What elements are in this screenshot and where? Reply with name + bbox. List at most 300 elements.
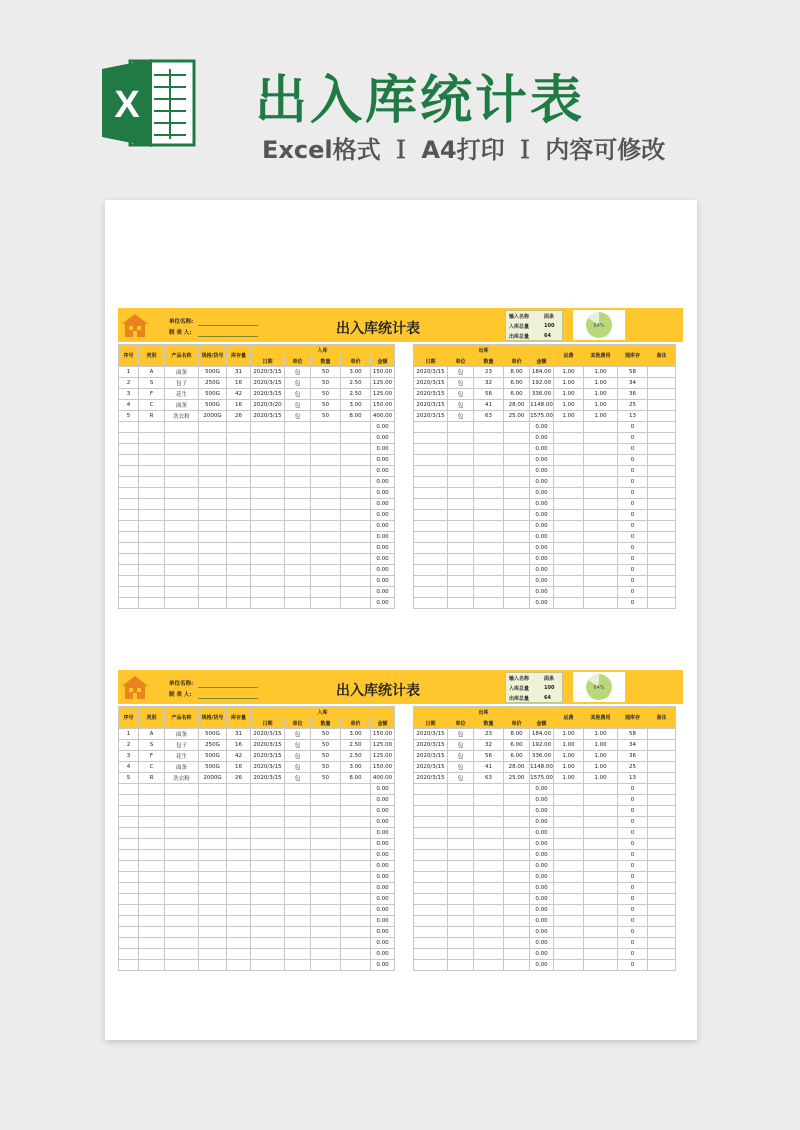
table-cell[interactable] [227, 554, 251, 565]
table-cell[interactable] [504, 455, 530, 466]
table-cell[interactable] [554, 587, 584, 598]
table-cell[interactable]: 3.00 [341, 762, 371, 773]
table-cell[interactable] [648, 894, 676, 905]
table-cell[interactable]: 150.00 [371, 729, 395, 740]
table-cell[interactable] [448, 422, 474, 433]
table-cell[interactable]: 34 [618, 740, 648, 751]
table-cell[interactable] [648, 510, 676, 521]
table-cell[interactable]: 0 [618, 455, 648, 466]
table-cell[interactable] [504, 938, 530, 949]
table-cell[interactable]: 1.00 [584, 740, 618, 751]
table-cell[interactable]: 0.00 [371, 510, 395, 521]
table-cell[interactable]: 0.00 [530, 499, 554, 510]
table-cell[interactable]: 0 [618, 477, 648, 488]
table-cell[interactable] [648, 466, 676, 477]
table-cell[interactable] [474, 817, 504, 828]
table-cell[interactable] [311, 960, 341, 971]
table-cell[interactable] [165, 554, 199, 565]
table-cell[interactable] [414, 587, 448, 598]
table-cell[interactable] [474, 905, 504, 916]
table-cell[interactable] [648, 762, 676, 773]
table-cell[interactable]: 500G [199, 751, 227, 762]
table-cell[interactable]: 包 [448, 378, 474, 389]
table-cell[interactable]: 0.00 [530, 916, 554, 927]
table-cell[interactable]: 0.00 [530, 784, 554, 795]
table-cell[interactable] [448, 433, 474, 444]
table-cell[interactable] [414, 784, 448, 795]
table-cell[interactable]: 2020/3/15 [251, 729, 285, 740]
table-cell[interactable] [504, 576, 530, 587]
table-cell[interactable] [119, 861, 139, 872]
table-cell[interactable]: 包 [448, 762, 474, 773]
table-cell[interactable]: 2020/3/15 [251, 411, 285, 422]
table-cell[interactable]: 0.00 [371, 543, 395, 554]
table-cell[interactable]: R [139, 773, 165, 784]
table-cell[interactable] [165, 828, 199, 839]
table-cell[interactable] [504, 488, 530, 499]
table-cell[interactable]: 花生 [165, 389, 199, 400]
table-cell[interactable] [285, 850, 311, 861]
table-cell[interactable] [251, 960, 285, 971]
table-cell[interactable] [341, 488, 371, 499]
table-cell[interactable] [474, 488, 504, 499]
table-cell[interactable]: 500G [199, 762, 227, 773]
table-cell[interactable]: 0 [618, 466, 648, 477]
table-cell[interactable]: 2020/3/15 [251, 762, 285, 773]
table-cell[interactable] [554, 916, 584, 927]
table-cell[interactable]: 2020/3/15 [251, 773, 285, 784]
table-cell[interactable] [251, 543, 285, 554]
table-cell[interactable] [504, 949, 530, 960]
table-cell[interactable] [584, 916, 618, 927]
table-cell[interactable] [448, 872, 474, 883]
table-cell[interactable]: 0 [618, 433, 648, 444]
table-cell[interactable] [341, 576, 371, 587]
table-cell[interactable]: 0 [618, 817, 648, 828]
table-cell[interactable]: 1.00 [584, 762, 618, 773]
table-cell[interactable]: 0 [618, 949, 648, 960]
table-cell[interactable] [648, 861, 676, 872]
table-cell[interactable] [448, 521, 474, 532]
table-cell[interactable] [504, 784, 530, 795]
table-cell[interactable]: 包 [285, 729, 311, 740]
table-cell[interactable]: 150.00 [371, 367, 395, 378]
table-cell[interactable] [199, 938, 227, 949]
table-cell[interactable] [414, 499, 448, 510]
table-cell[interactable]: 包 [285, 762, 311, 773]
table-cell[interactable]: 42 [227, 389, 251, 400]
table-cell[interactable] [584, 960, 618, 971]
table-cell[interactable] [474, 894, 504, 905]
table-cell[interactable]: 58 [618, 367, 648, 378]
table-cell[interactable]: 2000G [199, 411, 227, 422]
table-cell[interactable] [474, 872, 504, 883]
table-cell[interactable] [199, 784, 227, 795]
table-cell[interactable]: 0 [618, 872, 648, 883]
table-cell[interactable] [414, 433, 448, 444]
table-cell[interactable]: 50 [311, 389, 341, 400]
table-cell[interactable] [648, 554, 676, 565]
table-cell[interactable] [119, 488, 139, 499]
table-cell[interactable] [414, 894, 448, 905]
table-cell[interactable]: 50 [311, 411, 341, 422]
table-cell[interactable] [119, 806, 139, 817]
table-cell[interactable]: 2 [119, 740, 139, 751]
table-cell[interactable] [414, 850, 448, 861]
table-cell[interactable] [285, 554, 311, 565]
table-cell[interactable] [227, 817, 251, 828]
table-cell[interactable]: 包 [285, 773, 311, 784]
table-cell[interactable] [414, 554, 448, 565]
table-cell[interactable] [165, 477, 199, 488]
table-cell[interactable] [311, 927, 341, 938]
table-cell[interactable]: 125.00 [371, 389, 395, 400]
table-cell[interactable] [165, 883, 199, 894]
table-cell[interactable]: 包 [285, 367, 311, 378]
table-cell[interactable]: 0.00 [530, 905, 554, 916]
table-cell[interactable] [341, 444, 371, 455]
table-cell[interactable] [165, 543, 199, 554]
table-cell[interactable] [199, 444, 227, 455]
table-cell[interactable]: 13 [618, 773, 648, 784]
table-cell[interactable]: 58 [618, 729, 648, 740]
table-cell[interactable] [648, 389, 676, 400]
table-cell[interactable]: 125.00 [371, 751, 395, 762]
table-cell[interactable] [341, 850, 371, 861]
table-cell[interactable]: 0.00 [530, 894, 554, 905]
table-cell[interactable]: 0.00 [530, 883, 554, 894]
table-cell[interactable]: 0.00 [371, 444, 395, 455]
table-cell[interactable] [414, 598, 448, 609]
table-cell[interactable]: 包 [448, 389, 474, 400]
table-cell[interactable] [285, 784, 311, 795]
table-cell[interactable]: 0 [618, 839, 648, 850]
table-cell[interactable] [504, 916, 530, 927]
table-cell[interactable]: 0 [618, 850, 648, 861]
table-cell[interactable] [448, 960, 474, 971]
table-cell[interactable]: 2020/3/15 [414, 378, 448, 389]
table-cell[interactable]: 2.50 [341, 389, 371, 400]
table-cell[interactable] [251, 444, 285, 455]
table-cell[interactable] [414, 883, 448, 894]
table-cell[interactable] [311, 806, 341, 817]
table-cell[interactable] [139, 510, 165, 521]
table-cell[interactable] [199, 905, 227, 916]
table-cell[interactable] [227, 861, 251, 872]
table-cell[interactable]: 23 [474, 367, 504, 378]
table-cell[interactable] [448, 916, 474, 927]
table-cell[interactable] [311, 598, 341, 609]
table-cell[interactable] [448, 927, 474, 938]
table-cell[interactable]: 26 [227, 773, 251, 784]
table-cell[interactable] [139, 532, 165, 543]
table-cell[interactable] [448, 795, 474, 806]
table-cell[interactable] [341, 455, 371, 466]
table-cell[interactable] [251, 839, 285, 850]
table-cell[interactable] [199, 433, 227, 444]
table-cell[interactable]: 0.00 [530, 587, 554, 598]
table-cell[interactable] [285, 927, 311, 938]
table-cell[interactable] [119, 554, 139, 565]
table-cell[interactable] [199, 598, 227, 609]
table-cell[interactable] [474, 916, 504, 927]
table-cell[interactable] [285, 806, 311, 817]
table-cell[interactable]: 36 [618, 389, 648, 400]
table-cell[interactable]: 0.00 [371, 433, 395, 444]
table-cell[interactable] [227, 510, 251, 521]
table-cell[interactable] [474, 455, 504, 466]
table-cell[interactable] [554, 576, 584, 587]
table-cell[interactable] [584, 806, 618, 817]
table-cell[interactable] [584, 795, 618, 806]
table-cell[interactable]: 500G [199, 389, 227, 400]
table-cell[interactable] [199, 861, 227, 872]
table-cell[interactable] [554, 817, 584, 828]
table-cell[interactable]: 0 [618, 784, 648, 795]
table-cell[interactable]: 1.00 [584, 389, 618, 400]
table-cell[interactable] [119, 499, 139, 510]
table-cell[interactable] [648, 927, 676, 938]
table-cell[interactable] [554, 784, 584, 795]
table-cell[interactable]: 50 [311, 367, 341, 378]
table-cell[interactable] [554, 839, 584, 850]
table-cell[interactable] [165, 598, 199, 609]
table-cell[interactable] [285, 521, 311, 532]
table-cell[interactable]: 0 [618, 554, 648, 565]
table-cell[interactable] [119, 598, 139, 609]
table-cell[interactable] [311, 466, 341, 477]
table-cell[interactable] [341, 861, 371, 872]
table-cell[interactable]: 0 [618, 927, 648, 938]
table-cell[interactable]: 25 [618, 762, 648, 773]
table-cell[interactable] [554, 894, 584, 905]
table-cell[interactable] [311, 499, 341, 510]
table-cell[interactable]: 6.00 [504, 378, 530, 389]
table-cell[interactable]: 面条 [165, 367, 199, 378]
table-cell[interactable]: 0 [618, 488, 648, 499]
table-cell[interactable]: 2020/3/15 [414, 762, 448, 773]
table-cell[interactable]: 0 [618, 576, 648, 587]
table-cell[interactable] [648, 444, 676, 455]
table-cell[interactable] [584, 894, 618, 905]
table-cell[interactable] [414, 422, 448, 433]
table-cell[interactable] [311, 817, 341, 828]
table-cell[interactable] [139, 839, 165, 850]
table-cell[interactable] [474, 477, 504, 488]
table-cell[interactable] [139, 960, 165, 971]
table-cell[interactable]: 56 [474, 389, 504, 400]
table-cell[interactable]: 0.00 [530, 554, 554, 565]
table-cell[interactable] [199, 806, 227, 817]
table-cell[interactable] [139, 828, 165, 839]
table-cell[interactable]: 0.00 [371, 587, 395, 598]
table-cell[interactable] [474, 938, 504, 949]
table-cell[interactable] [251, 894, 285, 905]
table-cell[interactable] [285, 905, 311, 916]
table-cell[interactable]: 0.00 [530, 477, 554, 488]
table-cell[interactable] [227, 850, 251, 861]
table-cell[interactable] [251, 565, 285, 576]
table-cell[interactable] [139, 466, 165, 477]
table-cell[interactable]: 0 [618, 565, 648, 576]
table-cell[interactable] [648, 433, 676, 444]
table-cell[interactable] [199, 850, 227, 861]
table-cell[interactable] [165, 894, 199, 905]
table-cell[interactable]: 0.00 [530, 850, 554, 861]
table-cell[interactable] [119, 532, 139, 543]
table-cell[interactable] [554, 422, 584, 433]
table-cell[interactable] [139, 927, 165, 938]
table-cell[interactable]: 0 [618, 938, 648, 949]
table-cell[interactable]: 250G [199, 378, 227, 389]
table-cell[interactable]: 25.00 [504, 411, 530, 422]
table-cell[interactable] [554, 872, 584, 883]
table-cell[interactable] [554, 949, 584, 960]
table-cell[interactable] [341, 510, 371, 521]
table-cell[interactable] [139, 499, 165, 510]
table-cell[interactable] [227, 598, 251, 609]
table-cell[interactable] [199, 565, 227, 576]
table-cell[interactable] [341, 806, 371, 817]
table-cell[interactable]: 0.00 [371, 422, 395, 433]
table-cell[interactable] [165, 422, 199, 433]
table-cell[interactable] [165, 433, 199, 444]
table-cell[interactable]: F [139, 751, 165, 762]
table-cell[interactable] [311, 828, 341, 839]
table-cell[interactable]: 5 [119, 773, 139, 784]
table-cell[interactable]: 150.00 [371, 400, 395, 411]
table-cell[interactable] [311, 587, 341, 598]
table-cell[interactable] [554, 532, 584, 543]
table-cell[interactable] [285, 576, 311, 587]
table-cell[interactable] [227, 422, 251, 433]
table-cell[interactable] [251, 499, 285, 510]
table-cell[interactable]: 0 [618, 861, 648, 872]
table-cell[interactable]: 1.00 [554, 740, 584, 751]
table-cell[interactable] [584, 532, 618, 543]
table-cell[interactable] [648, 883, 676, 894]
table-cell[interactable]: 洗衣粉 [165, 773, 199, 784]
table-cell[interactable] [648, 960, 676, 971]
table-cell[interactable]: 336.00 [530, 751, 554, 762]
table-cell[interactable] [414, 466, 448, 477]
table-cell[interactable] [474, 510, 504, 521]
table-cell[interactable]: 8.00 [504, 729, 530, 740]
table-cell[interactable] [648, 598, 676, 609]
table-cell[interactable] [341, 817, 371, 828]
table-cell[interactable]: 16 [227, 762, 251, 773]
table-cell[interactable] [139, 916, 165, 927]
table-cell[interactable] [584, 521, 618, 532]
table-cell[interactable]: 8.00 [341, 411, 371, 422]
table-cell[interactable] [648, 411, 676, 422]
table-cell[interactable]: 0 [618, 894, 648, 905]
table-cell[interactable] [199, 422, 227, 433]
table-cell[interactable] [227, 565, 251, 576]
table-cell[interactable] [227, 466, 251, 477]
table-cell[interactable]: 0 [618, 883, 648, 894]
table-cell[interactable]: 0.00 [371, 960, 395, 971]
table-cell[interactable] [119, 872, 139, 883]
table-cell[interactable] [584, 499, 618, 510]
table-cell[interactable]: 0.00 [530, 598, 554, 609]
table-cell[interactable]: 2020/3/15 [414, 740, 448, 751]
table-cell[interactable] [414, 905, 448, 916]
table-cell[interactable] [227, 576, 251, 587]
table-cell[interactable] [285, 916, 311, 927]
table-cell[interactable]: 50 [311, 740, 341, 751]
table-cell[interactable] [504, 587, 530, 598]
table-cell[interactable] [474, 433, 504, 444]
table-cell[interactable]: 2020/3/15 [251, 751, 285, 762]
table-cell[interactable] [251, 872, 285, 883]
table-cell[interactable] [474, 806, 504, 817]
table-cell[interactable] [199, 916, 227, 927]
table-cell[interactable] [251, 828, 285, 839]
table-cell[interactable] [448, 598, 474, 609]
table-cell[interactable]: 面条 [165, 400, 199, 411]
table-cell[interactable] [414, 949, 448, 960]
table-cell[interactable]: F [139, 389, 165, 400]
table-cell[interactable]: 0.00 [530, 521, 554, 532]
table-cell[interactable]: 0.00 [371, 521, 395, 532]
table-cell[interactable]: 0 [618, 510, 648, 521]
table-cell[interactable]: 2000G [199, 773, 227, 784]
table-cell[interactable]: 2020/3/15 [251, 378, 285, 389]
table-cell[interactable] [474, 587, 504, 598]
table-cell[interactable] [504, 872, 530, 883]
table-cell[interactable] [311, 477, 341, 488]
table-cell[interactable] [414, 795, 448, 806]
table-cell[interactable] [119, 477, 139, 488]
table-cell[interactable] [648, 839, 676, 850]
table-cell[interactable]: 150.00 [371, 762, 395, 773]
table-cell[interactable] [165, 565, 199, 576]
table-cell[interactable] [199, 455, 227, 466]
table-cell[interactable] [139, 850, 165, 861]
table-cell[interactable]: 500G [199, 367, 227, 378]
table-cell[interactable] [227, 905, 251, 916]
table-cell[interactable]: 0 [618, 960, 648, 971]
table-cell[interactable]: 面条 [165, 729, 199, 740]
table-cell[interactable]: 0.00 [371, 839, 395, 850]
table-cell[interactable] [199, 543, 227, 554]
table-cell[interactable] [341, 554, 371, 565]
table-cell[interactable]: 56 [474, 751, 504, 762]
table-cell[interactable] [414, 861, 448, 872]
table-cell[interactable] [199, 828, 227, 839]
table-cell[interactable]: 3 [119, 751, 139, 762]
table-cell[interactable] [285, 532, 311, 543]
table-cell[interactable] [584, 861, 618, 872]
table-cell[interactable] [414, 576, 448, 587]
table-cell[interactable]: 1.00 [554, 378, 584, 389]
table-cell[interactable] [199, 532, 227, 543]
table-cell[interactable] [251, 587, 285, 598]
table-cell[interactable] [199, 839, 227, 850]
table-cell[interactable] [584, 488, 618, 499]
table-cell[interactable] [139, 784, 165, 795]
table-cell[interactable] [414, 488, 448, 499]
table-cell[interactable]: 0.00 [530, 839, 554, 850]
table-cell[interactable] [139, 872, 165, 883]
table-cell[interactable] [227, 883, 251, 894]
table-cell[interactable]: 0.00 [371, 565, 395, 576]
table-cell[interactable] [414, 839, 448, 850]
table-cell[interactable] [139, 565, 165, 576]
table-cell[interactable]: 0.00 [371, 949, 395, 960]
table-cell[interactable] [648, 422, 676, 433]
